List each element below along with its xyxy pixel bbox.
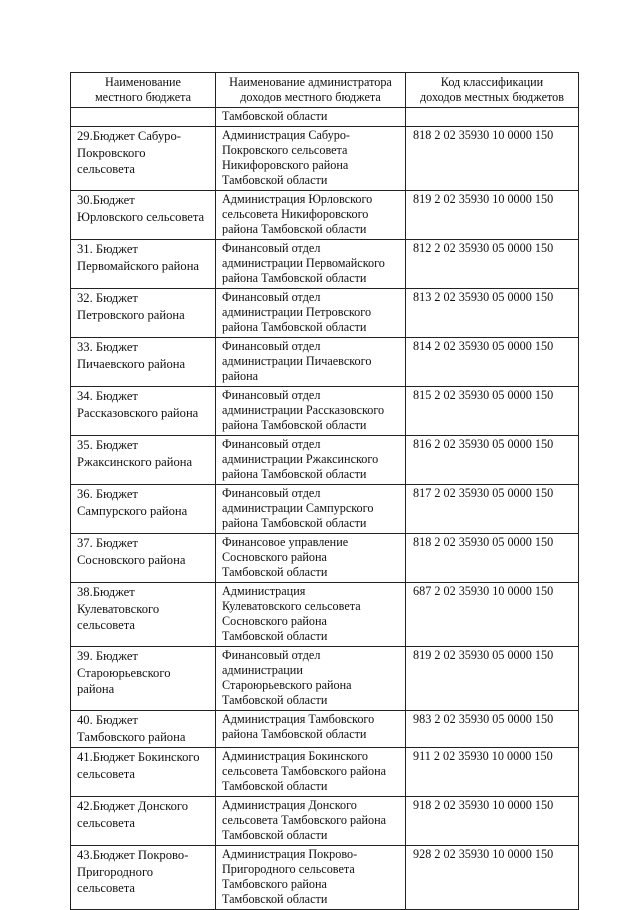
administrator-cell-line: Тамбовской области <box>222 828 328 842</box>
table-header-row <box>71 73 579 108</box>
code-cell: 687 2 02 35930 10 0000 150 <box>406 583 579 647</box>
header-line: Код классификации <box>440 75 544 89</box>
administrator-cell-line: Тамбовской области <box>222 892 328 906</box>
administrator-cell-line: Тамбовского района <box>222 877 327 891</box>
administrator-cell-line: Финансовый отдел <box>222 437 321 451</box>
administrator-cell-line: Администрация <box>222 584 306 598</box>
administrator-cell-line: Финансовый отдел <box>222 241 321 255</box>
header-line: Наименование <box>105 75 181 89</box>
budget-cell-line: Кулеватовского <box>77 601 160 616</box>
administrator-cell-line: администрации Ржаксинского <box>222 452 379 466</box>
budget-cell-line: 30.Бюджет <box>77 193 135 207</box>
header-line: доходов местного бюджета <box>240 90 381 104</box>
budget-cell-line: Юрловского сельсовета <box>77 209 205 224</box>
budget-cell <box>71 338 216 387</box>
continuation-row <box>71 108 579 127</box>
administrator-cell-line: Администрация Донского <box>222 798 357 812</box>
budget-cell-line: Первомайского района <box>77 258 200 273</box>
budget-cell-line: 37. Бюджет <box>77 536 138 550</box>
budget-cell <box>71 647 216 711</box>
code-cell: 817 2 02 35930 05 0000 150 <box>406 485 579 534</box>
administrator-cell-line: района <box>222 369 259 383</box>
budget-cell-line: 34. Бюджет <box>77 389 138 403</box>
budget-cell-line: района <box>77 682 115 696</box>
administrator-cell-line: Тамбовской области <box>222 629 328 643</box>
code-cell: 816 2 02 35930 05 0000 150 <box>406 436 579 485</box>
administrator-cell: Тамбовской области <box>216 108 406 127</box>
code-cell: 814 2 02 35930 05 0000 150 <box>406 338 579 387</box>
code-cell: 928 2 02 35930 10 0000 150 <box>406 846 579 910</box>
budget-cell-line: Тамбовского района <box>77 729 186 744</box>
header-line: доходов местных бюджетов <box>419 90 565 104</box>
administrator-cell <box>216 711 406 748</box>
code-cell: 818 2 02 35930 05 0000 150 <box>406 534 579 583</box>
budget-cell <box>71 387 216 436</box>
code-cell: 819 2 02 35930 05 0000 150 <box>406 647 579 711</box>
administrator-cell <box>216 534 406 583</box>
budget-cell <box>71 108 216 127</box>
code-cell: 815 2 02 35930 05 0000 150 <box>406 387 579 436</box>
budget-cell-line: сельсовета <box>77 162 135 176</box>
administrator-cell <box>216 748 406 797</box>
table-row <box>71 846 579 910</box>
administrator-cell-line: района Тамбовской области <box>222 320 367 334</box>
budget-cell <box>71 748 216 797</box>
table-row <box>71 436 579 485</box>
budget-cell-line: Ржаксинского района <box>77 454 193 469</box>
administrator-cell-line: администрации Пичаевского <box>222 354 372 368</box>
header-code <box>406 73 579 108</box>
budget-cell <box>71 583 216 647</box>
code-cell: 983 2 02 35930 05 0000 150 <box>406 711 579 748</box>
administrator-cell-line: администрации Рассказовского <box>222 403 385 417</box>
administrator-cell-line: района Тамбовской области <box>222 271 367 285</box>
administrator-cell-line: Администрация Сабуро- <box>222 128 350 142</box>
table-row <box>71 387 579 436</box>
table-row <box>71 485 579 534</box>
administrator-cell-line: района Тамбовской области <box>222 222 367 236</box>
administrator-cell-line: сельсовета Тамбовского района <box>222 813 387 827</box>
budget-cell-line: Покровского <box>77 145 146 160</box>
budget-cell-line: 35. Бюджет <box>77 438 138 452</box>
administrator-cell-line: Пригородного сельсовета <box>222 862 355 876</box>
administrator-cell <box>216 436 406 485</box>
budget-cell-line: 43.Бюджет Покрово- <box>77 848 189 862</box>
code-cell: 818 2 02 35930 10 0000 150 <box>406 127 579 191</box>
budget-cell-line: 41.Бюджет Бокинского <box>77 750 200 764</box>
administrator-cell-line: Администрация Юрловского <box>222 192 373 206</box>
table-row <box>71 338 579 387</box>
budget-cell-line: сельсовета <box>77 618 135 632</box>
code-cell: 918 2 02 35930 10 0000 150 <box>406 797 579 846</box>
administrator-cell-line: Тамбовской области <box>222 173 328 187</box>
budget-cell-line: Сампурского района <box>77 503 188 518</box>
administrator-cell-line: района Тамбовской области <box>222 516 367 530</box>
budget-cell <box>71 485 216 534</box>
budget-cell-line: сельсовета <box>77 815 135 830</box>
revenue-administrators-table <box>70 72 579 910</box>
table-body <box>71 108 579 910</box>
administrator-cell-line: Староюрьевского района <box>222 678 352 692</box>
administrator-cell <box>216 127 406 191</box>
table-row <box>71 191 579 240</box>
administrator-cell-line: администрации Сампурского <box>222 501 374 515</box>
administrator-cell-line: района Тамбовской области <box>222 727 367 741</box>
administrator-cell-line: района Тамбовской области <box>222 418 367 432</box>
table-row <box>71 289 579 338</box>
table-row <box>71 797 579 846</box>
budget-cell-line: 32. Бюджет <box>77 291 138 305</box>
budget-cell-line: сельсовета <box>77 766 135 781</box>
administrator-cell-line: Финансовый отдел <box>222 486 321 500</box>
budget-cell-line: 42.Бюджет Донского <box>77 799 189 813</box>
administrator-cell <box>216 240 406 289</box>
table-row <box>71 647 579 711</box>
document-page <box>70 72 578 910</box>
budget-cell-line: Рассказовского района <box>77 405 199 420</box>
administrator-cell-line: сельсовета Тамбовского района <box>222 764 387 778</box>
administrator-cell-line: Администрация Тамбовского <box>222 712 375 726</box>
table-row <box>71 748 579 797</box>
budget-cell <box>71 127 216 191</box>
administrator-cell-line: сельсовета Никифоровского <box>222 207 369 221</box>
administrator-cell-line: Сосновского района <box>222 550 327 564</box>
budget-cell <box>71 436 216 485</box>
budget-cell-line: 33. Бюджет <box>77 340 138 354</box>
administrator-cell-line: Кулеватовского сельсовета <box>222 599 361 613</box>
administrator-cell-line: района Тамбовской области <box>222 467 367 481</box>
budget-cell-line: 38.Бюджет <box>77 585 135 599</box>
budget-cell-line: 40. Бюджет <box>77 713 138 727</box>
budget-cell-line: 31. Бюджет <box>77 242 138 256</box>
administrator-cell-line: Финансовый отдел <box>222 388 321 402</box>
table-row <box>71 240 579 289</box>
administrator-cell-line: администрации Петровского <box>222 305 372 319</box>
administrator-cell-line: Сосновского района <box>222 614 327 628</box>
header-administrator <box>216 73 406 108</box>
administrator-cell-line: Финансовый отдел <box>222 339 321 353</box>
administrator-cell <box>216 387 406 436</box>
header-budget <box>71 73 216 108</box>
budget-cell-line: Петровского района <box>77 307 185 322</box>
administrator-cell <box>216 485 406 534</box>
budget-cell <box>71 846 216 910</box>
budget-cell <box>71 797 216 846</box>
administrator-cell-line: Финансовый отдел <box>222 648 321 662</box>
header-line: Наименование администратора <box>229 75 392 89</box>
budget-cell-line: 36. Бюджет <box>77 487 138 501</box>
code-cell: 813 2 02 35930 05 0000 150 <box>406 289 579 338</box>
header-line: местного бюджета <box>94 90 192 104</box>
administrator-cell-line: Тамбовской области <box>222 779 328 793</box>
budget-cell <box>71 534 216 583</box>
budget-cell <box>71 289 216 338</box>
administrator-cell <box>216 647 406 711</box>
budget-cell-line: сельсовета <box>77 881 135 895</box>
table-row <box>71 711 579 748</box>
code-cell <box>406 108 579 127</box>
budget-cell-line: 39. Бюджет <box>77 649 138 663</box>
administrator-cell <box>216 338 406 387</box>
budget-cell-line: Сосновского района <box>77 552 186 567</box>
code-cell: 812 2 02 35930 05 0000 150 <box>406 240 579 289</box>
administrator-cell-line: Администрация Бокинского <box>222 749 369 763</box>
administrator-cell-line: Финансовый отдел <box>222 290 321 304</box>
administrator-cell <box>216 846 406 910</box>
budget-cell-line: 29.Бюджет Сабуро- <box>77 129 181 143</box>
administrator-cell-line: Никифоровского района <box>222 158 349 172</box>
budget-cell-line: Староюрьевского <box>77 665 171 680</box>
budget-cell-line: Пичаевского района <box>77 356 186 371</box>
administrator-cell <box>216 583 406 647</box>
code-cell: 819 2 02 35930 10 0000 150 <box>406 191 579 240</box>
code-cell: 911 2 02 35930 10 0000 150 <box>406 748 579 797</box>
budget-cell <box>71 711 216 748</box>
administrator-cell <box>216 797 406 846</box>
administrator-cell-line: Тамбовской области <box>222 693 328 707</box>
budget-cell <box>71 191 216 240</box>
administrator-cell-line: администрации Первомайского <box>222 256 385 270</box>
administrator-cell-line: Тамбовской области <box>222 565 328 579</box>
table-row <box>71 583 579 647</box>
table-row <box>71 127 579 191</box>
administrator-cell-line: администрации <box>222 663 303 677</box>
administrator-cell-line: Финансовое управление <box>222 535 349 549</box>
table-row <box>71 534 579 583</box>
administrator-cell <box>216 289 406 338</box>
administrator-cell-line: Покровского сельсовета <box>222 143 348 157</box>
budget-cell <box>71 240 216 289</box>
administrator-cell <box>216 191 406 240</box>
administrator-cell-line: Администрация Покрово- <box>222 847 358 861</box>
budget-cell-line: Пригородного <box>77 864 154 879</box>
